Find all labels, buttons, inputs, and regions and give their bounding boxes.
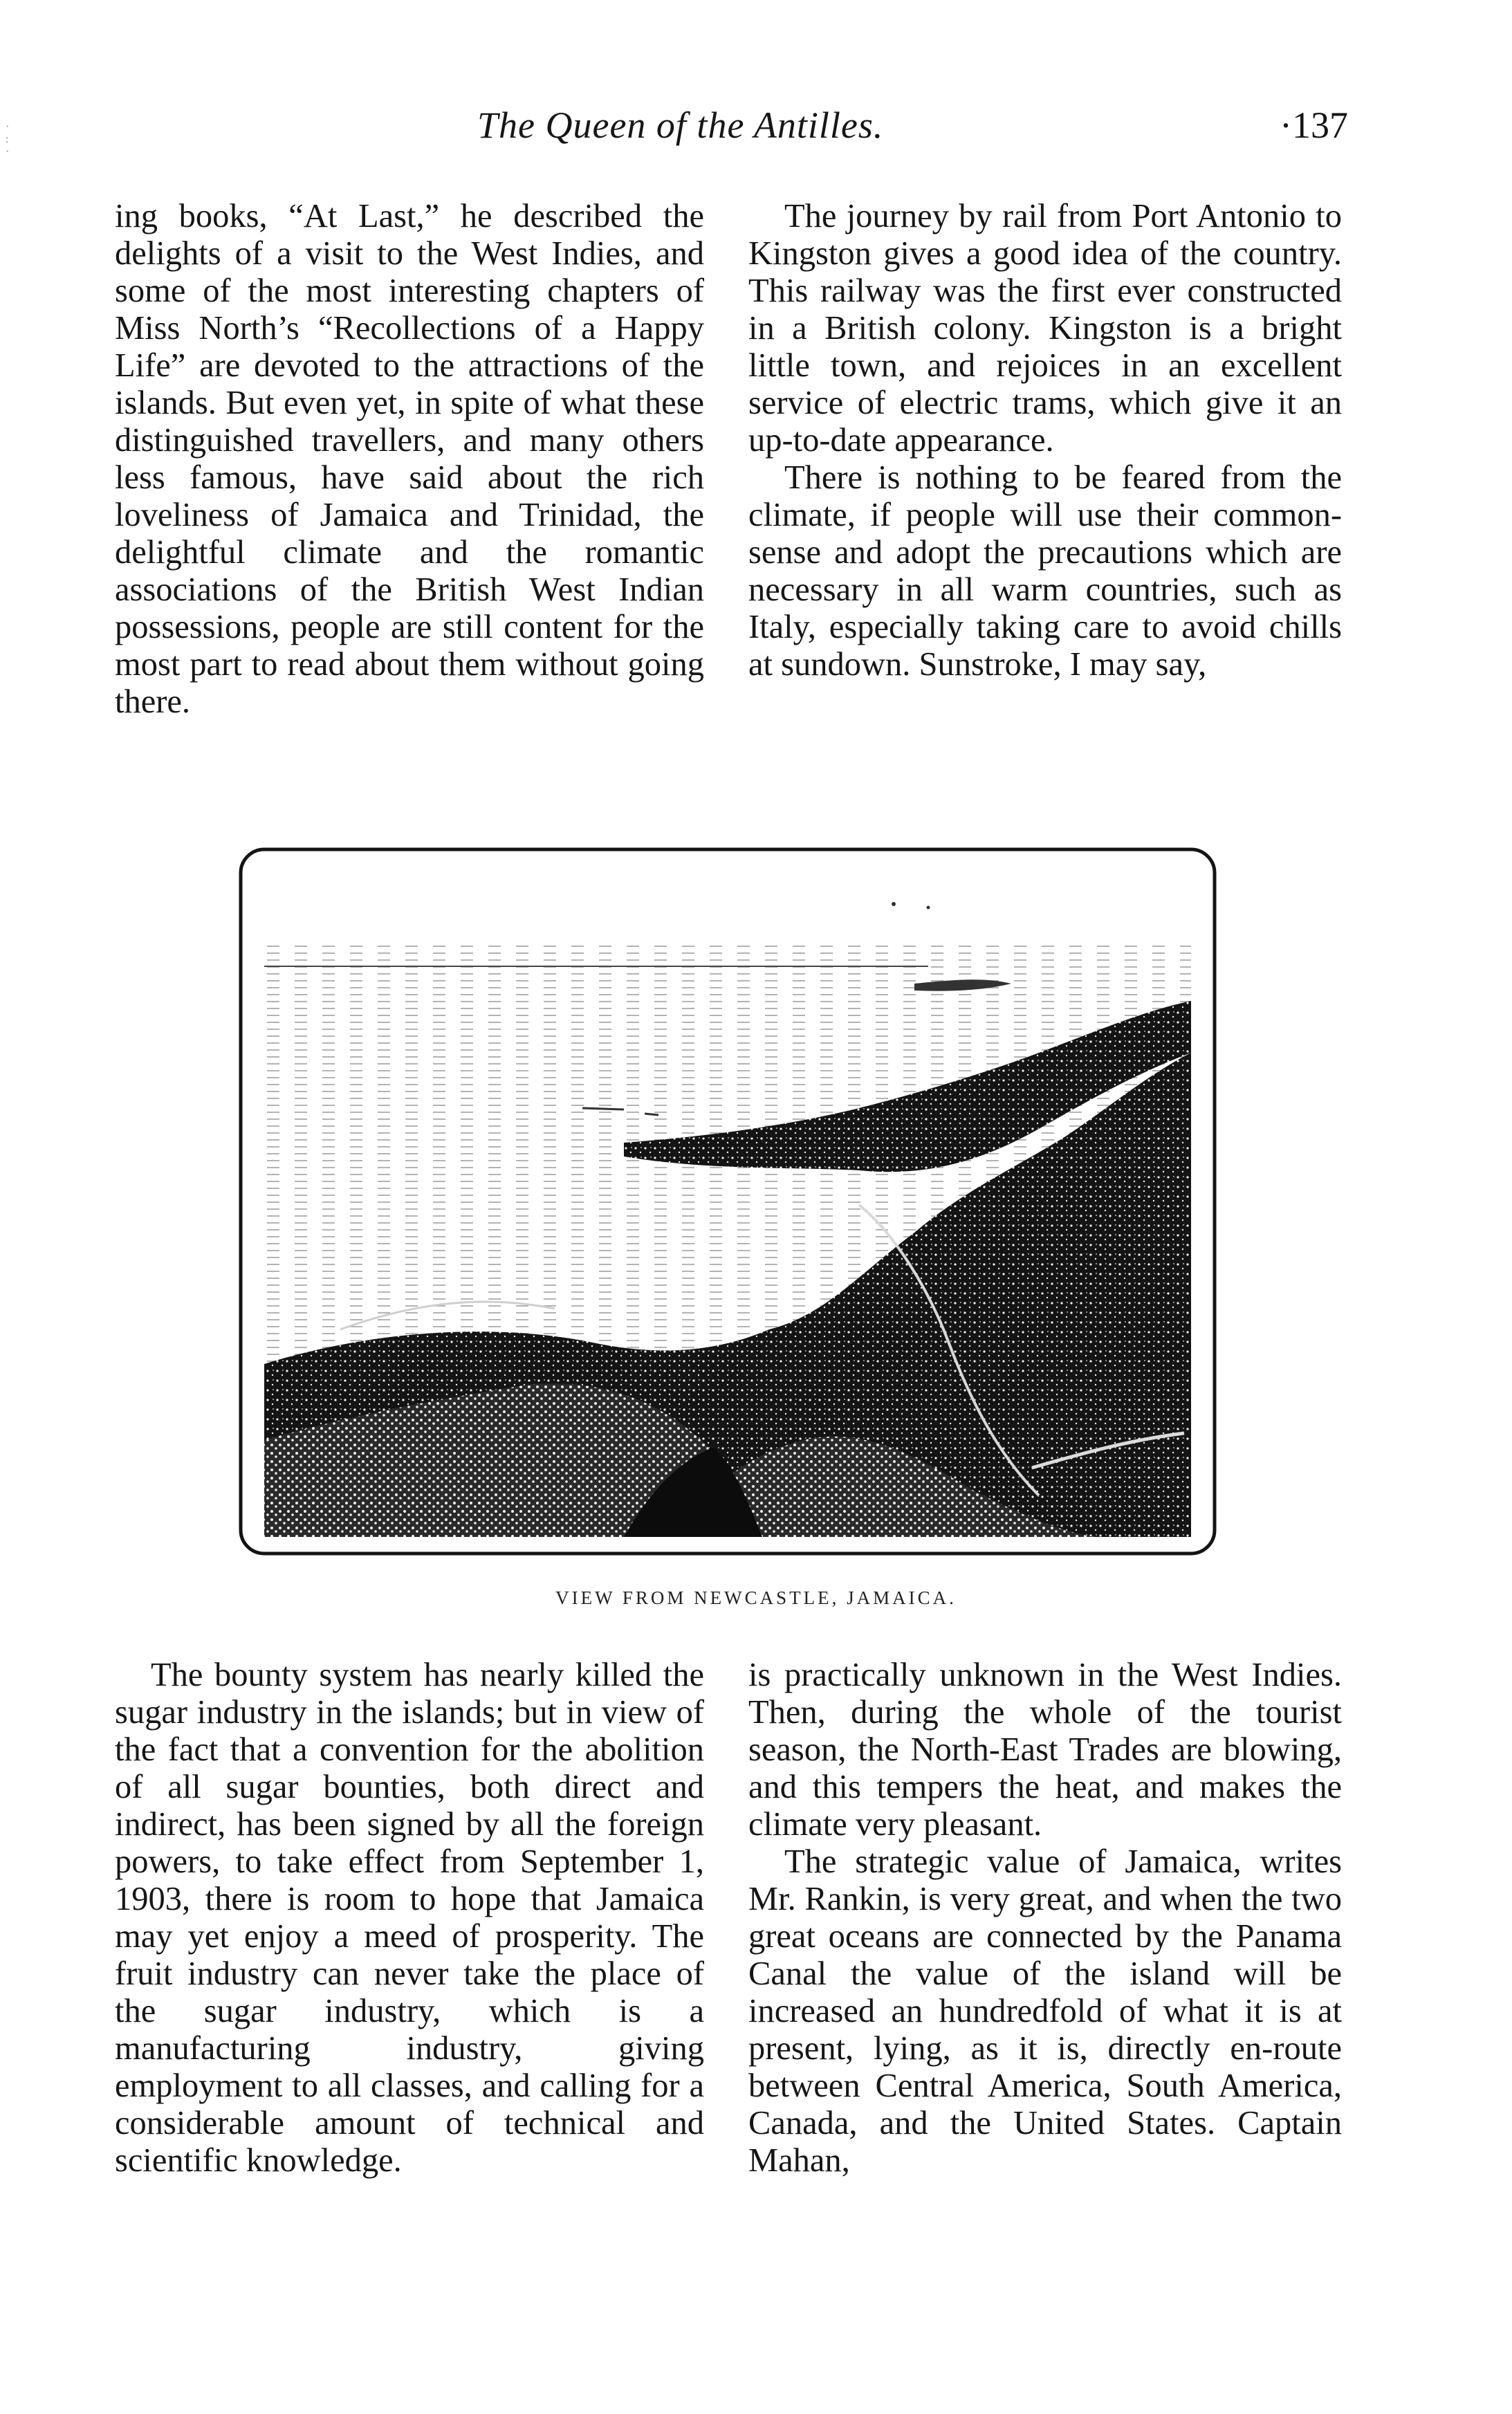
margin-scan-marks: · : · [6, 121, 10, 158]
paragraph: ing books, “At Last,” he described the delights of a visit to the West Indies, and some of the most interesting chapters of Miss North’s “Recollections of a Happy Life” are devoted to the attractions of the islands. But even yet, in spite of what these distinguished travellers, and many others less famous, have said about the rich loveliness of Jamaica and Trinidad, the delightful climate and the romantic associations of the British West Indian possessions, people are still content for the most part to read about them without going there. [115, 198, 704, 720]
right-column-bottom [748, 1657, 1342, 2180]
left-column-top [115, 198, 704, 721]
running-head [0, 104, 1512, 166]
engraving-view-from-newcastle [237, 845, 1219, 1558]
paragraph: The journey by rail from Port Antonio to Kingston gives a good idea of the country. This railway was the first ever constructed in a British colony. Kingston is a bright little town, and rejoices in an excellent service of electric trams, which give it an up-to-date appearance. [748, 198, 1342, 459]
running-head-title: The Queen of the Antilles. [477, 104, 884, 146]
paragraph: The strategic value of Jamaica, writes Mr. Rankin, is very great, and when the two great oceans are connected by the Panama Canal the value of the island will be increased an hundredfold of what it is at present, lying, as it is, directly en-route between Central America, South America, Canada, and the United States. Captain Mahan, [748, 1843, 1342, 2179]
page-number: ·137 [1280, 104, 1348, 146]
landscape-engraving [237, 845, 1219, 1558]
left-column-bottom [115, 1657, 704, 2180]
paragraph: There is nothing to be feared from the climate, if people will use their common-sense and adopt the precautions which are necessary in all warm countries, such as Italy, especially taking care to avoid chills at sundown. Sunstroke, I may say, [748, 459, 1342, 683]
paragraph: is practically unknown in the West Indies. Then, during the whole of the tourist season, the North-East Trades are blowing, and this tempers the heat, and makes the climate very pleasant. [748, 1657, 1342, 1843]
right-column-top [748, 198, 1342, 683]
paragraph: The bounty system has nearly killed the sugar industry in the islands; but in view of the fact that a convention for the abolition of all sugar bounties, both direct and indirect, has been signed by all the foreign powers, to take effect from September 1, 1903, there is room to hope that Jamaica may yet enjoy a meed of prosperity. The fruit industry can never take the place of the sugar industry, which is a manufacturing industry, giving employment to all classes, and calling for a considerable amount of technical and scientific knowledge. [115, 1657, 704, 2179]
figure-caption: VIEW FROM NEWCASTLE, JAMAICA. [555, 1587, 957, 1608]
